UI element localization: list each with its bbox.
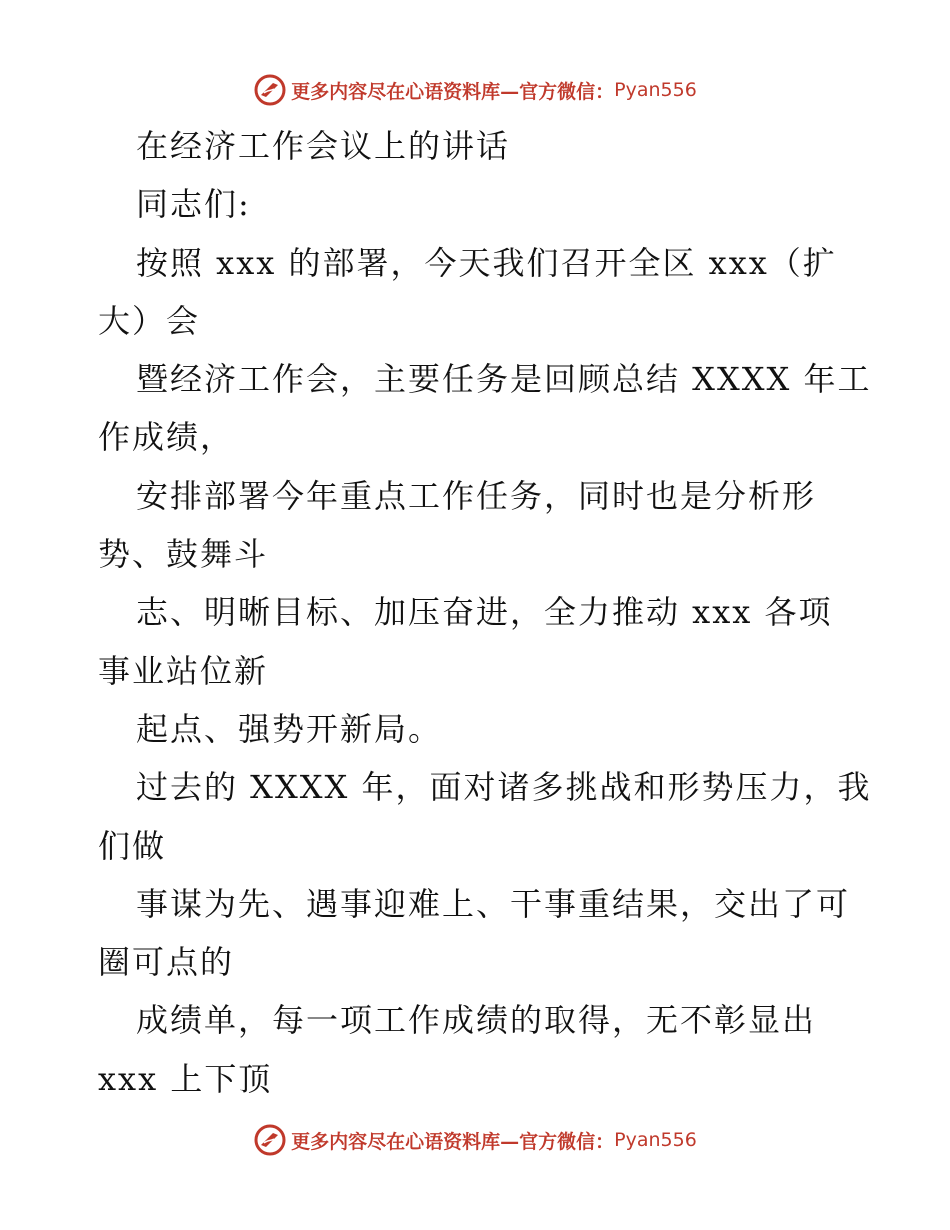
header-wechat-id: Pyan556 — [614, 79, 697, 101]
salutation: 同志们: — [136, 185, 251, 224]
text-line: 事谋为先、遇事迎难上、干事重结果，交出了可 — [136, 884, 851, 923]
text-line: 事业站位新 — [98, 651, 269, 690]
document-body — [98, 117, 872, 1108]
header-banner-text: 更多内容尽在心语资料库—官方微信： — [291, 80, 615, 103]
footer-banner-text: 更多内容尽在心语资料库—官方微信： — [291, 1130, 615, 1153]
text-line: 暨经济工作会，主要任务是回顾总结 XXXX 年工 — [136, 360, 872, 399]
brand-logo-icon — [253, 1123, 287, 1157]
text-line: 圈可点的 — [98, 943, 235, 982]
text-line: xxx 上下顶 — [98, 1059, 273, 1098]
text-line: 们做 — [98, 826, 167, 865]
text-line: 大）会 — [98, 301, 201, 340]
text-line: 成绩单，每一项工作成绩的取得，无不彰显出 — [136, 1001, 817, 1040]
brand-logo-icon — [253, 73, 287, 107]
text-line: 势、鼓舞斗 — [98, 535, 269, 574]
footer-wechat-id: Pyan556 — [614, 1129, 697, 1151]
text-line: 过去的 XXXX 年，面对诸多挑战和形势压力，我 — [136, 768, 872, 807]
document-title: 在经济工作会议上的讲话 — [136, 127, 511, 165]
text-line: 作成绩， — [98, 418, 235, 457]
text-line: 按照 xxx 的部署，今天我们召开全区 xxx（扩 — [136, 243, 837, 282]
header-banner — [0, 70, 950, 110]
footer-banner — [0, 1120, 950, 1160]
text-line: 起点、强势开新局。 — [136, 709, 443, 748]
text-line: 安排部署今年重点工作任务，同时也是分析形 — [136, 476, 817, 515]
text-line: 志、明晰目标、加压奋进，全力推动 xxx 各项 — [136, 593, 833, 632]
